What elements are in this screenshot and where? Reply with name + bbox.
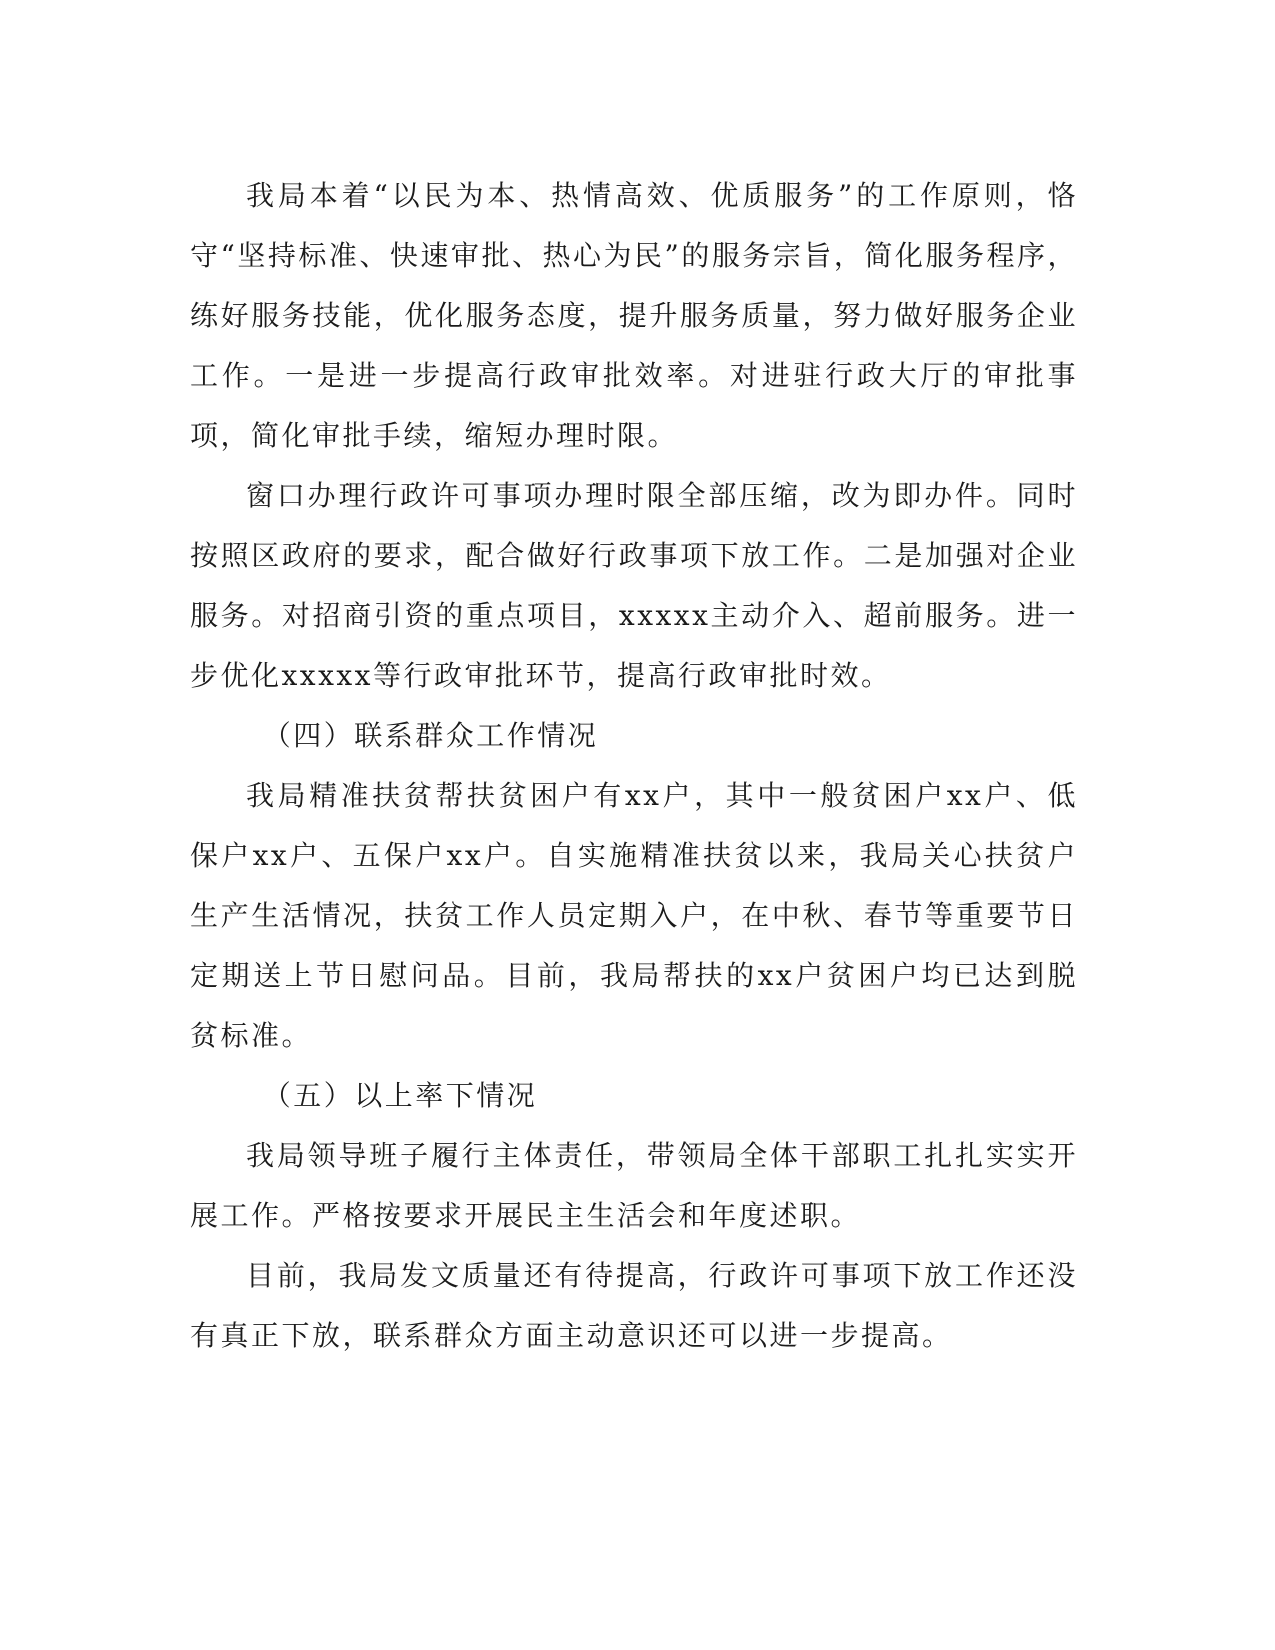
document-body — [190, 166, 1078, 1366]
section-heading-lead-by-example: （五）以上率下情况 — [262, 1079, 538, 1112]
section-heading-contact-masses: （四）联系群众工作情况 — [262, 719, 599, 752]
paragraph-poverty-alleviation: 我局精准扶贫帮扶贫困户有xx户，其中一般贫困户xx户、低保户xx户、五保户xx户。自实施精准扶贫以来，我局关心扶贫户生产生活情况，扶贫工作人员定期入户，在中秋、春节等重要节日定期送上节日慰问品。目前，我局帮扶的xx户贫困户均已达到脱贫标准。 — [190, 779, 1078, 1052]
paragraph-window-processing: 窗口办理行政许可事项办理时限全部压缩，改为即办件。同时按照区政府的要求，配合做好行政事项下放工作。二是加强对企业服务。对招商引资的重点项目，xxxxx主动介入、超前服务。进一步优化xxxxx等行政审批环节，提高行政审批时效。 — [190, 479, 1078, 692]
paragraph-service-principle: 我局本着“以民为本、热情高效、优质服务”的工作原则，恪守“坚持标准、快速审批、热心为民”的服务宗旨，简化服务程序，练好服务技能，优化服务态度，提升服务质量，努力做好服务企业工作。一是进一步提高行政审批效率。对进驻行政大厅的审批事项，简化审批手续，缩短办理时限。 — [190, 179, 1078, 452]
paragraph-shortcomings: 目前，我局发文质量还有待提高，行政许可事项下放工作还没有真正下放，联系群众方面主动意识还可以进一步提高。 — [190, 1259, 1078, 1352]
paragraph-leadership: 我局领导班子履行主体责任，带领局全体干部职工扎扎实实开展工作。严格按要求开展民主生活会和年度述职。 — [190, 1139, 1078, 1232]
